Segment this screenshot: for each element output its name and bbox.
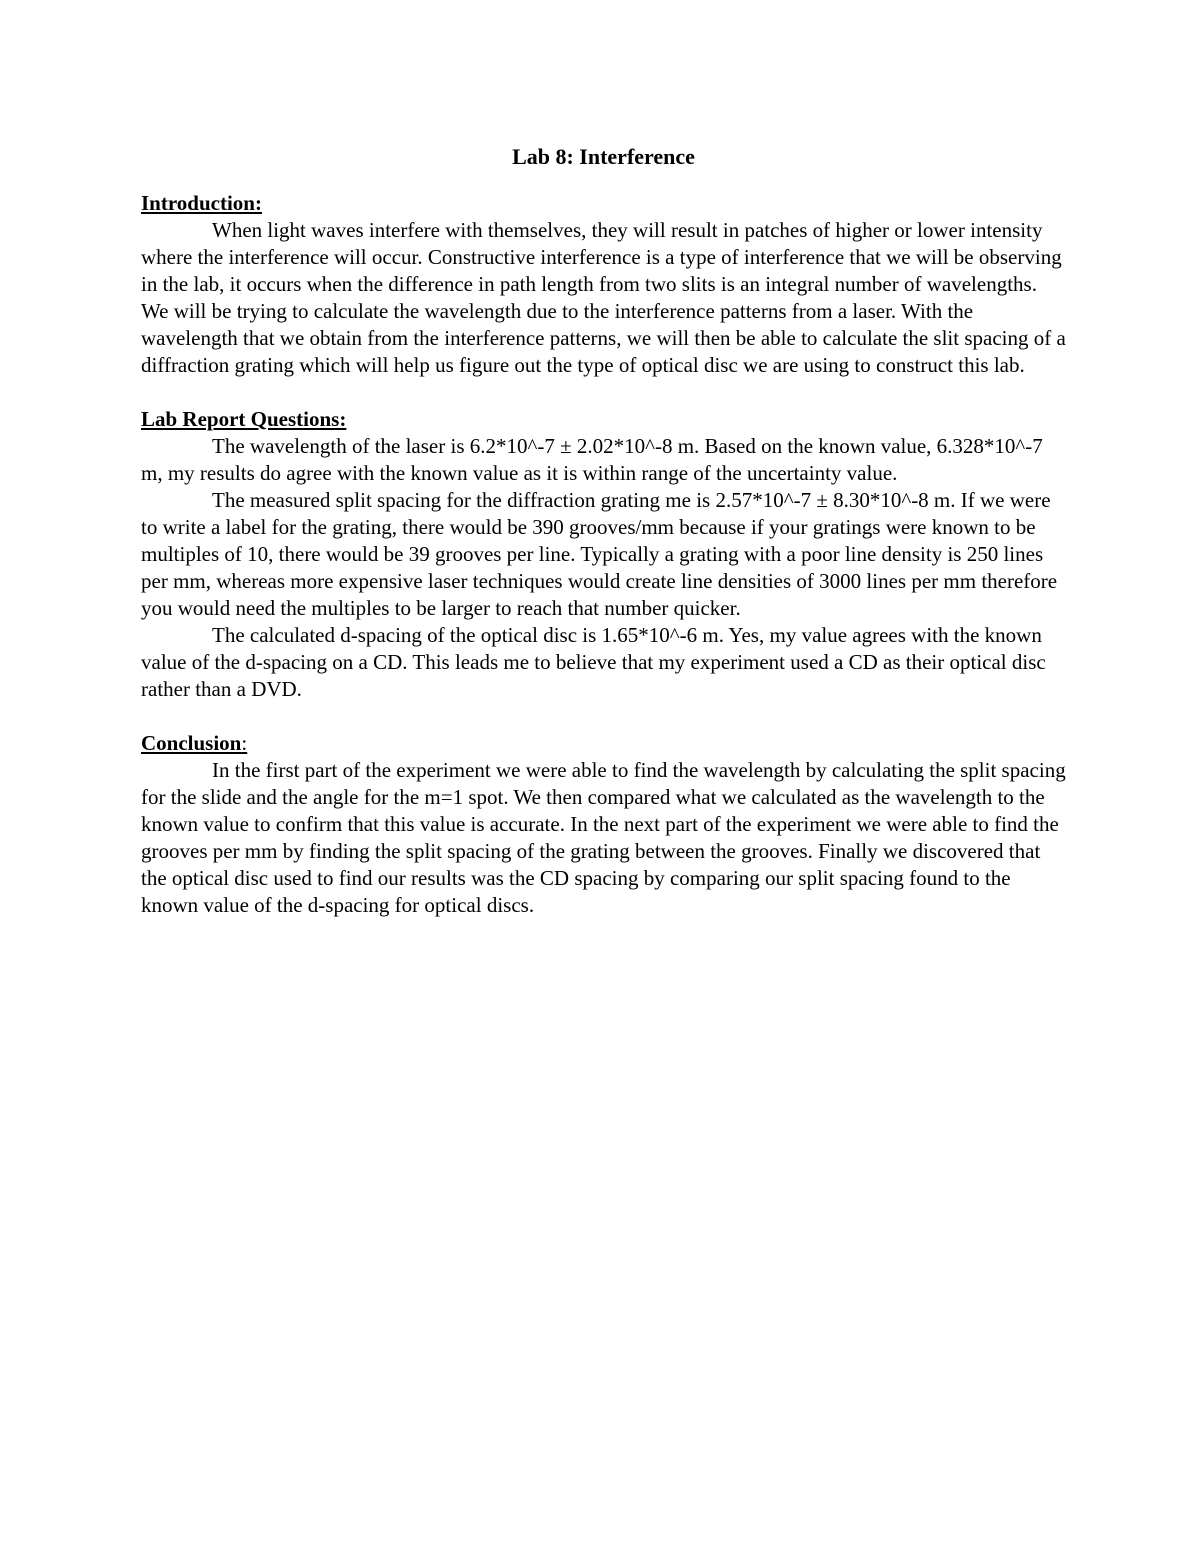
section-conclusion (141, 730, 1066, 919)
questions-paragraph-split-spacing: The measured split spacing for the diffraction grating me is 2.57*10^-7 ± 8.30*10^-8 m. If we were to write a label for the grating, there would be 390 grooves/mm because if your gratings were known to be multiples of 10, there would be 39 grooves per line. Typically a grating with a poor line density is 250 lines per mm, whereas more expensive laser techniques would create line densities of 3000 lines per mm therefore you would need the multiples to be larger to reach that number quicker. (141, 488, 1058, 620)
section-lab-report-questions (141, 406, 1066, 703)
conclusion-paragraph: In the first part of the experiment we were able to find the wavelength by calculating the split spacing for the slide and the angle for the m=1 spot. We then compared what we calculated as the wavelength to the known value to confirm that this value is accurate. In the next part of the experiment we were able to find the grooves per mm by finding the split spacing of the grating between the grooves. Finally we discovered that the optical disc used to find our results was the CD spacing by comparing our split spacing found to the known value of the d-spacing for optical discs. (141, 758, 1066, 917)
section-heading-introduction: Introduction: (141, 191, 262, 215)
conclusion-heading-colon: : (241, 731, 248, 755)
section-heading-lab-report-questions: Lab Report Questions: (141, 407, 347, 431)
conclusion-heading-text: Conclusion (141, 731, 242, 755)
questions-paragraph-wavelength: The wavelength of the laser is 6.2*10^-7 ± 2.02*10^-8 m. Based on the known value, 6.328*10^-7 m, my results do agree with the known value as it is within range of the uncertainty value. (141, 434, 1043, 485)
section-heading-conclusion (141, 730, 1066, 757)
section-introduction (141, 190, 1066, 379)
document-page (141, 142, 1066, 946)
document-title: Lab 8: Interference (512, 144, 695, 169)
introduction-paragraph: When light waves interfere with themselves, they will result in patches of higher or lower intensity where the interference will occur. Constructive interference is a type of interference that we will be observing in the lab, it occurs when the difference in path length from two slits is an integral number of wavelengths. We will be trying to calculate the wavelength due to the interference patterns from a laser. With the wavelength that we obtain from the interference patterns, we will then be able to calculate the slit spacing of a diffraction grating which will help us figure out the type of optical disc we are using to construct this lab. (141, 218, 1066, 377)
questions-paragraph-d-spacing: The calculated d-spacing of the optical disc is 1.65*10^-6 m. Yes, my value agrees with the known value of the d-spacing on a CD. This leads me to believe that my experiment used a CD as their optical disc rather than a DVD. (141, 623, 1046, 701)
